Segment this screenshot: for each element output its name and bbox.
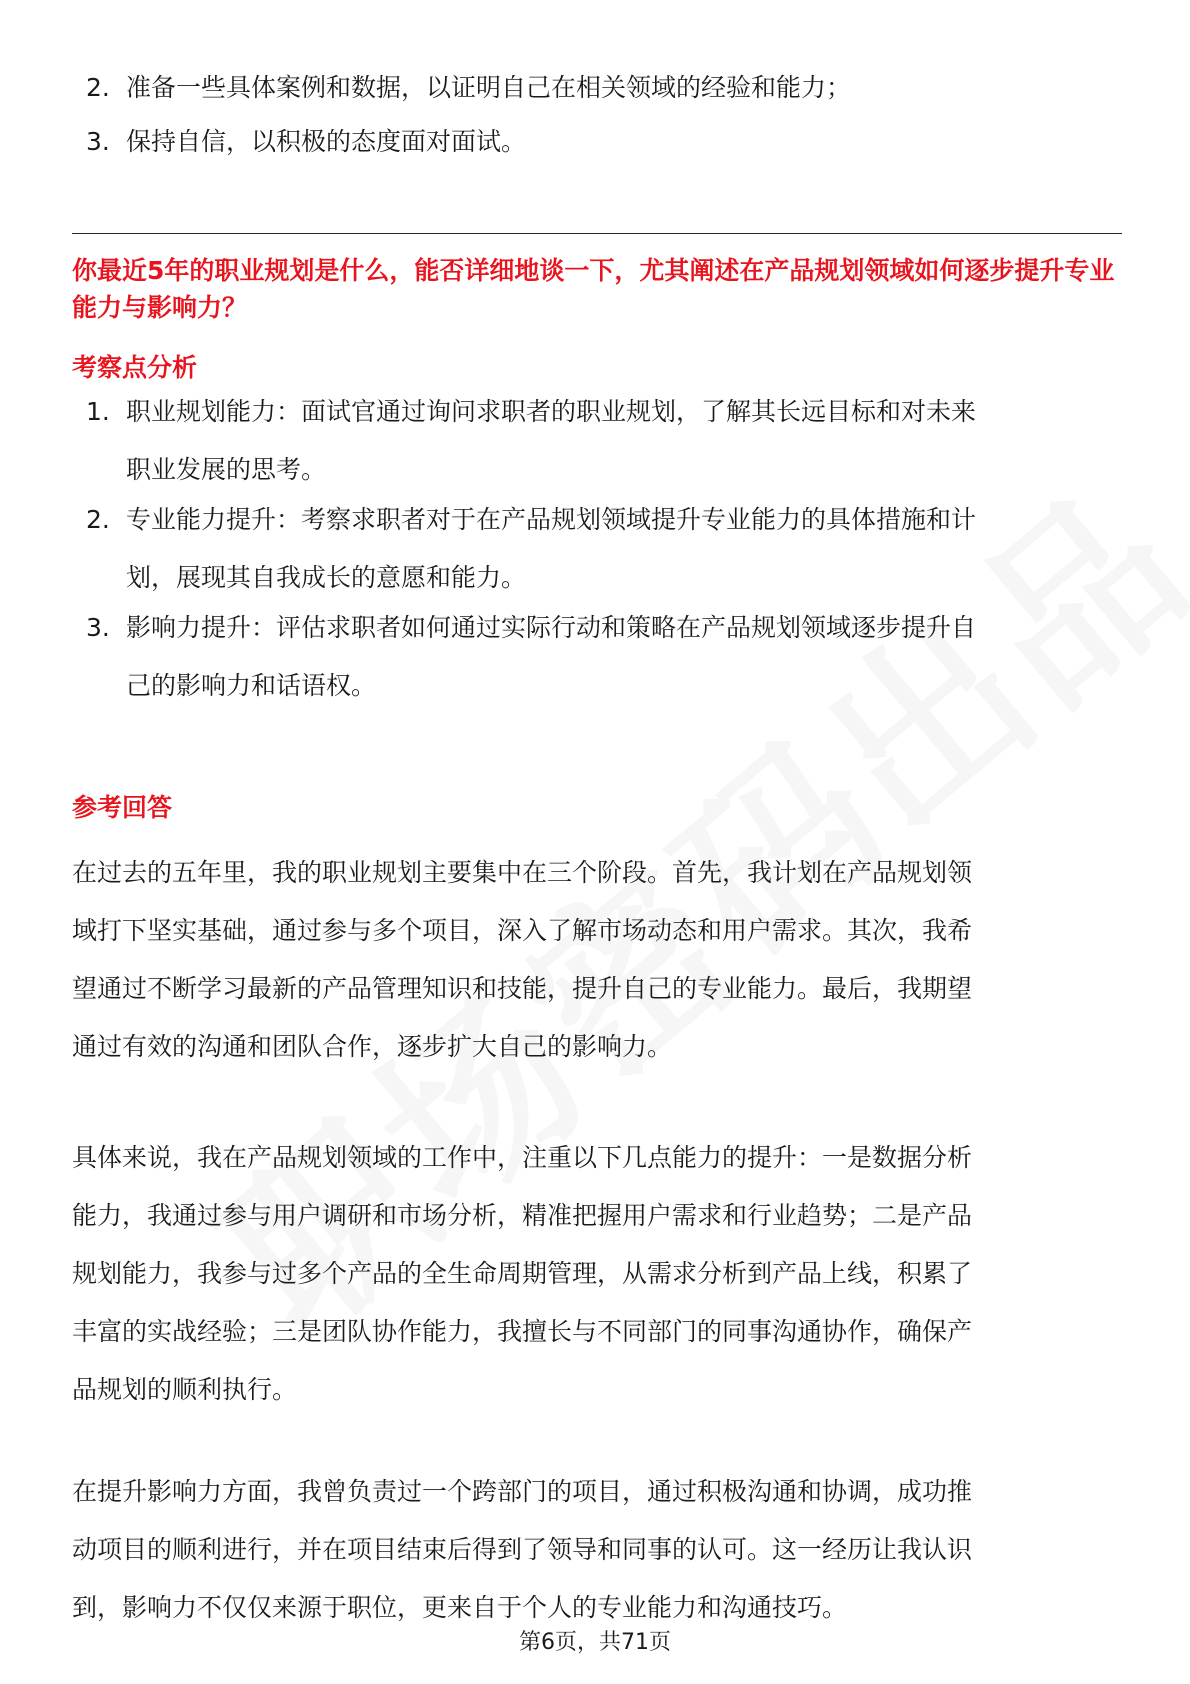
list-number: 2.	[86, 505, 110, 534]
paragraph-line: 丰富的实战经验；三是团队协作能力，我擅长与不同部门的同事沟通协作，确保产	[72, 1317, 973, 1346]
list-text	[126, 599, 1126, 715]
paragraph-line: 在提升影响力方面，我曾负责过一个跨部门的项目，通过积极沟通和协调，成功推	[72, 1477, 973, 1506]
page-footer: 第6页，共71页	[519, 1630, 671, 1655]
list-number: 3.	[86, 613, 110, 642]
answer-paragraph	[72, 844, 1122, 1076]
interview-question: 你最近5年的职业规划是什么，能否详细地谈一下，尤其阐述在产品规划领域如何逐步提升专业能力与影响力？	[72, 256, 1115, 322]
paragraph-line: 望通过不断学习最新的产品管理知识和技能，提升自己的专业能力。最后，我期望	[72, 974, 973, 1003]
list-text-line: 划，展现其自我成长的意愿和能力。	[126, 563, 527, 592]
list-text: 保持自信，以积极的态度面对面试。	[126, 127, 527, 156]
list-text-line: 己的影响力和话语权。	[126, 671, 377, 700]
section-divider	[72, 233, 1122, 234]
paragraph-line: 在过去的五年里，我的职业规划主要集中在三个阶段。首先，我计划在产品规划领	[72, 858, 973, 887]
answer-paragraph	[72, 1463, 1122, 1637]
analysis-heading: 考察点分析	[72, 353, 198, 382]
list-text-line: 专业能力提升：考察求职者对于在产品规划领域提升专业能力的具体措施和计	[126, 505, 977, 534]
list-number: 1.	[86, 397, 110, 426]
list-text	[126, 491, 1126, 607]
paragraph-line: 能力，我通过参与用户调研和市场分析，精准把握用户需求和行业趋势；二是产品	[72, 1201, 973, 1230]
answer-heading: 参考回答	[72, 793, 173, 822]
list-text	[126, 383, 1126, 499]
paragraph-line: 动项目的顺利进行，并在项目结束后得到了领导和同事的认可。这一经历让我认识	[72, 1535, 973, 1564]
paragraph-line: 具体来说，我在产品规划领域的工作中，注重以下几点能力的提升：一是数据分析	[72, 1143, 973, 1172]
list-number: 2.	[86, 73, 110, 102]
list-text: 准备一些具体案例和数据，以证明自己在相关领域的经验和能力；	[126, 73, 852, 102]
paragraph-line: 规划能力，我参与过多个产品的全生命周期管理，从需求分析到产品上线，积累了	[72, 1259, 973, 1288]
paragraph-line: 域打下坚实基础，通过参与多个项目，深入了解市场动态和用户需求。其次，我希	[72, 916, 973, 945]
list-text-line: 职业规划能力：面试官通过询问求职者的职业规划，了解其长远目标和对未来	[126, 397, 977, 426]
list-text-line: 影响力提升：评估求职者如何通过实际行动和策略在产品规划领域逐步提升自	[126, 613, 977, 642]
answer-paragraph	[72, 1129, 1122, 1419]
paragraph-line: 通过有效的沟通和团队合作，逐步扩大自己的影响力。	[72, 1032, 673, 1061]
list-number: 3.	[86, 127, 110, 156]
list-text-line: 职业发展的思考。	[126, 455, 327, 484]
paragraph-line: 到，影响力不仅仅来源于职位，更来自于个人的专业能力和沟通技巧。	[72, 1593, 848, 1622]
paragraph-line: 品规划的顺利执行。	[72, 1375, 298, 1404]
